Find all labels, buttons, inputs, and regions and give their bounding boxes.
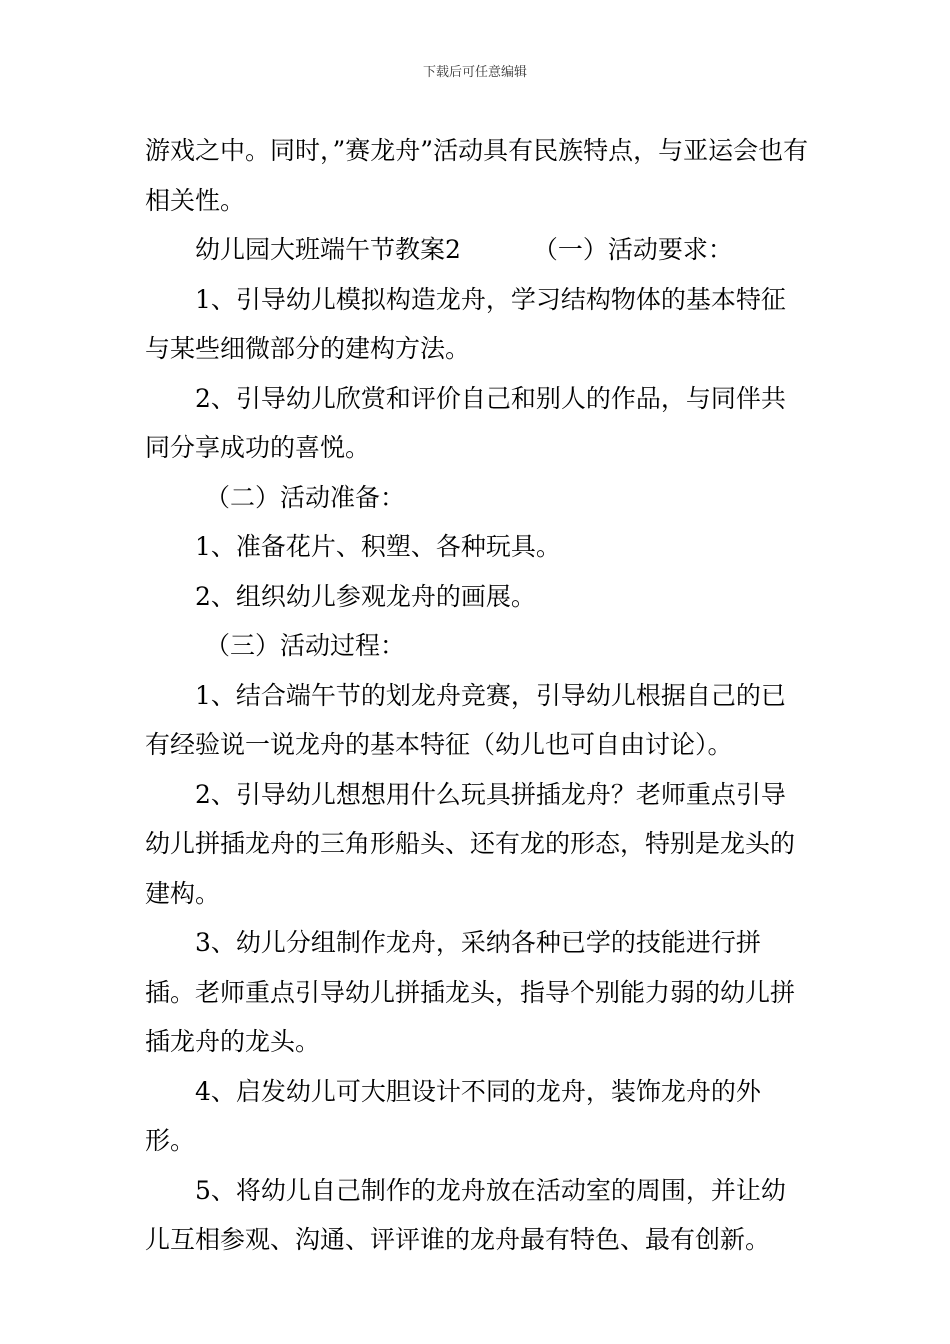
- paragraph-process-5: 5、将幼儿自己制作的龙舟放在活动室的周围，并让幼儿互相参观、沟通、评评谁的龙舟最有特色、最有创新。: [145, 1175, 786, 1254]
- section-heading-requirements: （一）活动要求：: [532, 235, 733, 264]
- paragraph-process-4: 4、启发幼儿可大胆设计不同的龙舟，装饰龙舟的外形。: [145, 1076, 761, 1155]
- paragraph-lesson-title: [145, 225, 810, 275]
- header-text: 下载后可任意编辑: [422, 65, 527, 80]
- section-heading-preparation: （二）活动准备：: [205, 482, 406, 512]
- paragraph-process-3: 3、幼儿分组制作龙舟，采纳各种已学的技能进行拼插。老师重点引导幼儿拼插龙头，指导个别能力弱的幼儿拼插龙舟的龙头。: [145, 928, 796, 1056]
- paragraph-requirement-1: 1、引导幼儿模拟构造龙舟，学习结构物体的基本特征与某些细微部分的建构方法。: [145, 284, 786, 363]
- paragraph-preparation-1: 1、准备花片、积塑、各种玩具。: [195, 532, 561, 561]
- paragraph-process-2: 2、引导幼儿想想用什么玩具拼插龙舟？老师重点引导幼儿拼插龙舟的三角形船头、还有龙的形态，特别是龙头的建构。: [145, 779, 796, 908]
- paragraph-preparation-2: 2、组织幼儿参观龙舟的画展。: [195, 581, 536, 611]
- document-body: [145, 126, 810, 1265]
- lesson-title: 幼儿园大班端午节教案2: [195, 235, 461, 264]
- page-header: [0, 64, 950, 82]
- paragraph-intro-continuation: 游戏之中。同时，”赛龙舟”活动具有民族特点，与亚运会也有相关性。: [145, 136, 809, 215]
- paragraph-process-1: 1、结合端午节的划龙舟竞赛，引导幼儿根据自己的已有经验说一说龙舟的基本特征（幼儿也可自由讨论）。: [145, 680, 786, 759]
- section-heading-process: （三）活动过程：: [205, 631, 406, 660]
- paragraph-requirement-2: 2、引导幼儿欣赏和评价自己和别人的作品，与同伴共同分享成功的喜悦。: [145, 383, 786, 462]
